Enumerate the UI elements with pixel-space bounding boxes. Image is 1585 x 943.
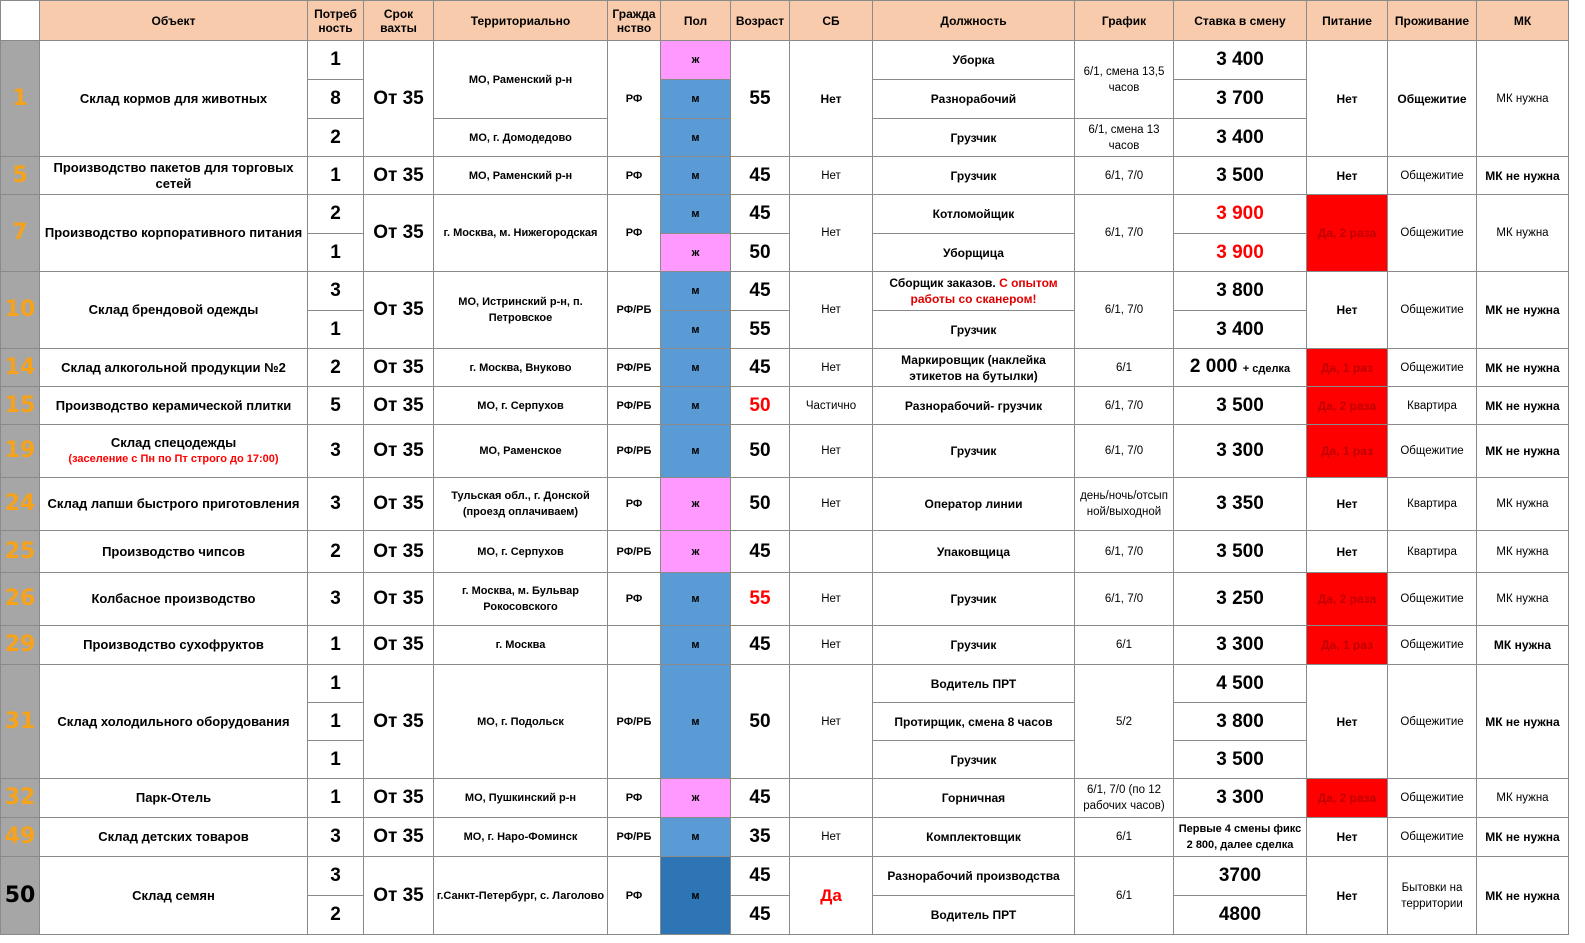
need-count: 5 xyxy=(308,387,364,425)
mk-status: МК не нужна xyxy=(1477,857,1569,935)
row-number: 25 xyxy=(1,531,40,573)
position: Оператор линии xyxy=(873,478,1075,531)
security-check: Нет xyxy=(790,665,873,779)
rate: 3 900 xyxy=(1174,234,1307,272)
security-check xyxy=(790,531,873,573)
rate: 3 500 xyxy=(1174,387,1307,425)
schedule: 6/1, 7/0 xyxy=(1075,531,1174,573)
age: 50 xyxy=(731,387,790,425)
need-count: 1 xyxy=(308,157,364,195)
need-count: 2 xyxy=(308,119,364,157)
header-need: Потреб ность xyxy=(308,1,364,41)
rate: 3 800 xyxy=(1174,272,1307,311)
header-housing: Проживание xyxy=(1388,1,1477,41)
schedule: 6/1, 7/0 xyxy=(1075,387,1174,425)
food: Да, 1 раз xyxy=(1307,349,1388,387)
table-row xyxy=(1,157,1569,195)
location: МО, Истринский р-н, п. Петровское xyxy=(434,272,608,349)
food: Нет xyxy=(1307,857,1388,935)
row-number: 5 xyxy=(1,157,40,195)
housing: Квартира xyxy=(1388,478,1477,531)
rate: 4 500 xyxy=(1174,665,1307,703)
food: Нет xyxy=(1307,818,1388,857)
position-requirement: С опытом работы со сканером! xyxy=(910,276,1058,306)
housing: Общежитие xyxy=(1388,425,1477,478)
food: Нет xyxy=(1307,41,1388,157)
location: МО, г. Домодедово xyxy=(434,119,608,157)
housing: Общежитие xyxy=(1388,195,1477,272)
need-count: 1 xyxy=(308,234,364,272)
row-number: 14 xyxy=(1,349,40,387)
age: 45 xyxy=(731,779,790,818)
shift-term: От 35 xyxy=(364,626,434,665)
security-check: Нет xyxy=(790,478,873,531)
mk-status: МК не нужна xyxy=(1477,157,1569,195)
citizenship: РФ xyxy=(608,478,661,531)
citizenship xyxy=(608,626,661,665)
position: Маркировщик (наклейка этикетов на бутылки) xyxy=(873,349,1075,387)
rate: 3 400 xyxy=(1174,119,1307,157)
object-name: Производство пакетов для торговых сетей xyxy=(40,157,308,195)
mk-status: МК нужна xyxy=(1477,195,1569,272)
position: Комплектовщик xyxy=(873,818,1075,857)
security-check: Нет xyxy=(790,349,873,387)
row-number: 31 xyxy=(1,665,40,779)
table-row xyxy=(1,857,1569,896)
sex-cell: м xyxy=(661,272,731,311)
sex-cell: м xyxy=(661,818,731,857)
security-check xyxy=(790,779,873,818)
location: МО, Раменский р-н xyxy=(434,157,608,195)
citizenship: РФ/РБ xyxy=(608,349,661,387)
header-citizenship: Гражда нство xyxy=(608,1,661,41)
schedule: 6/1, 7/0 xyxy=(1075,272,1174,349)
rate: 3700 xyxy=(1174,857,1307,896)
need-count: 2 xyxy=(308,349,364,387)
row-number: 15 xyxy=(1,387,40,425)
table-row xyxy=(1,195,1569,234)
position: Водитель ПРТ xyxy=(873,896,1075,935)
row-number: 50 xyxy=(1,857,40,935)
need-count: 3 xyxy=(308,818,364,857)
mk-status: МК нужна xyxy=(1477,779,1569,818)
security-check: Да xyxy=(790,857,873,935)
shift-term: От 35 xyxy=(364,387,434,425)
header-security: СБ xyxy=(790,1,873,41)
position: Уборка xyxy=(873,41,1075,80)
housing: Общежитие xyxy=(1388,573,1477,626)
position: Грузчик xyxy=(873,119,1075,157)
sex-cell: м xyxy=(661,80,731,119)
position: Разнорабочий- грузчик xyxy=(873,387,1075,425)
object-note: (заселение с Пн по Пт строго до 17:00) xyxy=(68,453,279,465)
location: МО, Раменское xyxy=(434,425,608,478)
object-name: Склад детских товаров xyxy=(40,818,308,857)
location: г. Москва xyxy=(434,626,608,665)
position: Упаковщица xyxy=(873,531,1075,573)
housing: Общежитие xyxy=(1388,626,1477,665)
age: 45 xyxy=(731,272,790,311)
schedule: 6/1 xyxy=(1075,857,1174,935)
location: Тульская обл., г. Донской (проезд оплачиваем) xyxy=(434,478,608,531)
rate-extra: + сделка xyxy=(1242,362,1291,375)
rate: 4800 xyxy=(1174,896,1307,935)
sex-cell: м xyxy=(661,349,731,387)
table-row xyxy=(1,818,1569,857)
mk-status: МК нужна xyxy=(1477,573,1569,626)
sex-cell: м xyxy=(661,626,731,665)
housing: Общежитие xyxy=(1388,157,1477,195)
position: Грузчик xyxy=(873,741,1075,779)
security-check: Нет xyxy=(790,626,873,665)
mk-status: МК не нужна xyxy=(1477,665,1569,779)
rate xyxy=(1174,349,1307,387)
shift-term: От 35 xyxy=(364,157,434,195)
rate: 3 900 xyxy=(1174,195,1307,234)
header-age: Возраст xyxy=(731,1,790,41)
sex-cell: ж xyxy=(661,779,731,818)
citizenship: РФ/РБ xyxy=(608,272,661,349)
row-number: 24 xyxy=(1,478,40,531)
citizenship: РФ/РБ xyxy=(608,665,661,779)
header-object: Объект xyxy=(40,1,308,41)
age: 55 xyxy=(731,311,790,349)
mk-status: МК нужна xyxy=(1477,478,1569,531)
schedule: 6/1 xyxy=(1075,626,1174,665)
location: г. Москва, м. Бульвар Рокосовского xyxy=(434,573,608,626)
position: Грузчик xyxy=(873,573,1075,626)
object-name xyxy=(40,425,308,478)
position xyxy=(873,272,1075,311)
shift-term: От 35 xyxy=(364,573,434,626)
header-location: Территориально xyxy=(434,1,608,41)
citizenship: РФ/РБ xyxy=(608,531,661,573)
shift-term: От 35 xyxy=(364,195,434,272)
schedule: 6/1, 7/0 xyxy=(1075,573,1174,626)
schedule: 6/1 xyxy=(1075,818,1174,857)
position: Котломойщик xyxy=(873,195,1075,234)
object-name: Производство сухофруктов xyxy=(40,626,308,665)
header-schedule: График xyxy=(1075,1,1174,41)
mk-status: МК нужна xyxy=(1477,41,1569,157)
row-number: 1 xyxy=(1,41,40,157)
need-count: 1 xyxy=(308,311,364,349)
sex-cell: м xyxy=(661,119,731,157)
rate: 3 400 xyxy=(1174,41,1307,80)
age: 45 xyxy=(731,349,790,387)
need-count: 3 xyxy=(308,425,364,478)
sex-cell: ж xyxy=(661,478,731,531)
security-check: Нет xyxy=(790,157,873,195)
citizenship: РФ xyxy=(608,195,661,272)
citizenship: РФ/РБ xyxy=(608,425,661,478)
table-row xyxy=(1,387,1569,425)
need-count: 3 xyxy=(308,857,364,896)
position: Разнорабочий xyxy=(873,80,1075,119)
object-name: Производство чипсов xyxy=(40,531,308,573)
rate: 3 300 xyxy=(1174,425,1307,478)
header-sex: Пол xyxy=(661,1,731,41)
housing: Общежитие xyxy=(1388,349,1477,387)
security-check: Нет xyxy=(790,272,873,349)
object-name: Склад холодильного оборудования xyxy=(40,665,308,779)
header-term: Срок вахты xyxy=(364,1,434,41)
housing: Общежитие xyxy=(1388,272,1477,349)
header-position: Должность xyxy=(873,1,1075,41)
object-name: Склад семян xyxy=(40,857,308,935)
shift-term: От 35 xyxy=(364,531,434,573)
schedule: 6/1, 7/0 xyxy=(1075,195,1174,272)
mk-status: МК не нужна xyxy=(1477,425,1569,478)
sex-cell: м xyxy=(661,387,731,425)
need-count: 3 xyxy=(308,272,364,311)
rate-value: 2 000 xyxy=(1189,355,1238,377)
food: Нет xyxy=(1307,272,1388,349)
table-row xyxy=(1,779,1569,818)
age: 50 xyxy=(731,665,790,779)
row-number: 10 xyxy=(1,272,40,349)
table-row xyxy=(1,573,1569,626)
object-title: Склад спецодежды xyxy=(110,435,237,450)
age: 45 xyxy=(731,157,790,195)
security-check: Частично xyxy=(790,387,873,425)
need-count: 1 xyxy=(308,626,364,665)
citizenship: РФ xyxy=(608,857,661,935)
shift-term: От 35 xyxy=(364,665,434,779)
sex-cell: ж xyxy=(661,531,731,573)
need-count: 3 xyxy=(308,573,364,626)
age: 35 xyxy=(731,818,790,857)
housing: Бытовки на территории xyxy=(1388,857,1477,935)
rate: 3 400 xyxy=(1174,311,1307,349)
position: Грузчик xyxy=(873,425,1075,478)
sex-cell: ж xyxy=(661,41,731,80)
rate: 3 500 xyxy=(1174,741,1307,779)
schedule: 6/1, 7/0 xyxy=(1075,425,1174,478)
schedule: 5/2 xyxy=(1075,665,1174,779)
food: Да, 1 раз xyxy=(1307,425,1388,478)
object-name: Склад алкогольной продукции №2 xyxy=(40,349,308,387)
age: 55 xyxy=(731,41,790,157)
header-mk: МК xyxy=(1477,1,1569,41)
need-count: 1 xyxy=(308,41,364,80)
food: Да, 2 раза xyxy=(1307,573,1388,626)
rate: 3 500 xyxy=(1174,157,1307,195)
need-count: 1 xyxy=(308,703,364,741)
mk-status: МК не нужна xyxy=(1477,818,1569,857)
table-row xyxy=(1,425,1569,478)
location: МО, г. Серпухов xyxy=(434,531,608,573)
object-name: Склад брендовой одежды xyxy=(40,272,308,349)
age: 50 xyxy=(731,425,790,478)
food: Да, 2 раза xyxy=(1307,779,1388,818)
location: МО, г. Подольск xyxy=(434,665,608,779)
sex-cell: м xyxy=(661,857,731,935)
position: Грузчик xyxy=(873,157,1075,195)
security-check: Нет xyxy=(790,818,873,857)
row-number: 19 xyxy=(1,425,40,478)
table-row xyxy=(1,349,1569,387)
position: Уборщица xyxy=(873,234,1075,272)
location: МО, г. Наро-Фоминск xyxy=(434,818,608,857)
security-check: Нет xyxy=(790,425,873,478)
object-name: Производство корпоративного питания xyxy=(40,195,308,272)
citizenship: РФ xyxy=(608,157,661,195)
rate: 3 500 xyxy=(1174,531,1307,573)
need-count: 1 xyxy=(308,779,364,818)
shift-term: От 35 xyxy=(364,425,434,478)
need-count: 1 xyxy=(308,665,364,703)
position: Протирщик, смена 8 часов xyxy=(873,703,1075,741)
sex-cell: м xyxy=(661,311,731,349)
header-rate: Ставка в смену xyxy=(1174,1,1307,41)
age: 55 xyxy=(731,573,790,626)
object-name: Производство керамической плитки xyxy=(40,387,308,425)
need-count: 8 xyxy=(308,80,364,119)
object-name: Парк-Отель xyxy=(40,779,308,818)
position: Горничная xyxy=(873,779,1075,818)
position: Разнорабочий производства xyxy=(873,857,1075,896)
rate: 3 800 xyxy=(1174,703,1307,741)
rate: 3 250 xyxy=(1174,573,1307,626)
object-name: Колбасное производство xyxy=(40,573,308,626)
age: 50 xyxy=(731,478,790,531)
position: Водитель ПРТ xyxy=(873,665,1075,703)
sex-cell: м xyxy=(661,157,731,195)
schedule: день/ночь/отсыпной/выходной xyxy=(1075,478,1174,531)
shift-term: От 35 xyxy=(364,779,434,818)
security-check: Нет xyxy=(790,41,873,157)
table-row xyxy=(1,665,1569,703)
need-count: 2 xyxy=(308,531,364,573)
location: г. Москва, м. Нижегородская xyxy=(434,195,608,272)
age: 45 xyxy=(731,857,790,896)
food: Да, 1 раз xyxy=(1307,626,1388,665)
citizenship: РФ xyxy=(608,41,661,157)
row-number: 29 xyxy=(1,626,40,665)
schedule: 6/1, 7/0 xyxy=(1075,157,1174,195)
citizenship: РФ xyxy=(608,779,661,818)
food: Да, 2 раза xyxy=(1307,195,1388,272)
rate: 3 350 xyxy=(1174,478,1307,531)
location: МО, Пушкинский р-н xyxy=(434,779,608,818)
food: Нет xyxy=(1307,478,1388,531)
shift-term: От 35 xyxy=(364,857,434,935)
security-check: Нет xyxy=(790,195,873,272)
need-count: 1 xyxy=(308,741,364,779)
rate: Первые 4 смены фикс 2 800, далее сделка xyxy=(1174,818,1307,857)
housing: Общежитие xyxy=(1388,818,1477,857)
sex-cell: ж xyxy=(661,234,731,272)
table-row xyxy=(1,626,1569,665)
food: Нет xyxy=(1307,157,1388,195)
schedule: 6/1, смена 13,5 часов xyxy=(1075,41,1174,119)
rate: 3 700 xyxy=(1174,80,1307,119)
row-number: 26 xyxy=(1,573,40,626)
need-count: 3 xyxy=(308,478,364,531)
housing: Общежитие xyxy=(1388,665,1477,779)
food: Да, 2 раза xyxy=(1307,387,1388,425)
mk-status: МК не нужна xyxy=(1477,349,1569,387)
shift-term: От 35 xyxy=(364,349,434,387)
table-row xyxy=(1,272,1569,311)
header-food: Питание xyxy=(1307,1,1388,41)
position: Грузчик xyxy=(873,626,1075,665)
object-name: Склад лапши быстрого приготовления xyxy=(40,478,308,531)
shift-term: От 35 xyxy=(364,818,434,857)
sex-cell: м xyxy=(661,425,731,478)
table-row xyxy=(1,531,1569,573)
schedule: 6/1, смена 13 часов xyxy=(1075,119,1174,157)
need-count: 2 xyxy=(308,896,364,935)
row-number: 7 xyxy=(1,195,40,272)
schedule: 6/1 xyxy=(1075,349,1174,387)
food: Нет xyxy=(1307,665,1388,779)
mk-status: МК не нужна xyxy=(1477,272,1569,349)
location: МО, г. Серпухов xyxy=(434,387,608,425)
rate: 3 300 xyxy=(1174,626,1307,665)
age: 45 xyxy=(731,195,790,234)
sex-cell: м xyxy=(661,195,731,234)
row-number: 49 xyxy=(1,818,40,857)
location: г.Санкт-Петербург, с. Лаголово xyxy=(434,857,608,935)
location: г. Москва, Внуково xyxy=(434,349,608,387)
object-name: Склад кормов для животных xyxy=(40,41,308,157)
header-index xyxy=(1,1,40,41)
age: 45 xyxy=(731,531,790,573)
position: Грузчик xyxy=(873,311,1075,349)
housing: Общежитие xyxy=(1388,41,1477,157)
mk-status: МК не нужна xyxy=(1477,387,1569,425)
housing: Квартира xyxy=(1388,387,1477,425)
position-title: Сборщик заказов. xyxy=(889,276,996,290)
row-number: 32 xyxy=(1,779,40,818)
housing: Квартира xyxy=(1388,531,1477,573)
need-count: 2 xyxy=(308,195,364,234)
header-row xyxy=(1,1,1569,41)
age: 45 xyxy=(731,896,790,935)
age: 45 xyxy=(731,626,790,665)
location: МО, Раменский р-н xyxy=(434,41,608,119)
shift-term: От 35 xyxy=(364,478,434,531)
citizenship: РФ xyxy=(608,573,661,626)
rate: 3 300 xyxy=(1174,779,1307,818)
citizenship: РФ/РБ xyxy=(608,818,661,857)
table-row xyxy=(1,41,1569,80)
mk-status: МК нужна xyxy=(1477,531,1569,573)
housing: Общежитие xyxy=(1388,779,1477,818)
shift-term: От 35 xyxy=(364,41,434,157)
food: Нет xyxy=(1307,531,1388,573)
sex-cell: м xyxy=(661,665,731,779)
security-check: Нет xyxy=(790,573,873,626)
mk-status: МК нужна xyxy=(1477,626,1569,665)
shift-term: От 35 xyxy=(364,272,434,349)
sex-cell: м xyxy=(661,573,731,626)
schedule: 6/1, 7/0 (по 12 рабочих часов) xyxy=(1075,779,1174,818)
citizenship: РФ/РБ xyxy=(608,387,661,425)
age: 50 xyxy=(731,234,790,272)
table-row xyxy=(1,478,1569,531)
